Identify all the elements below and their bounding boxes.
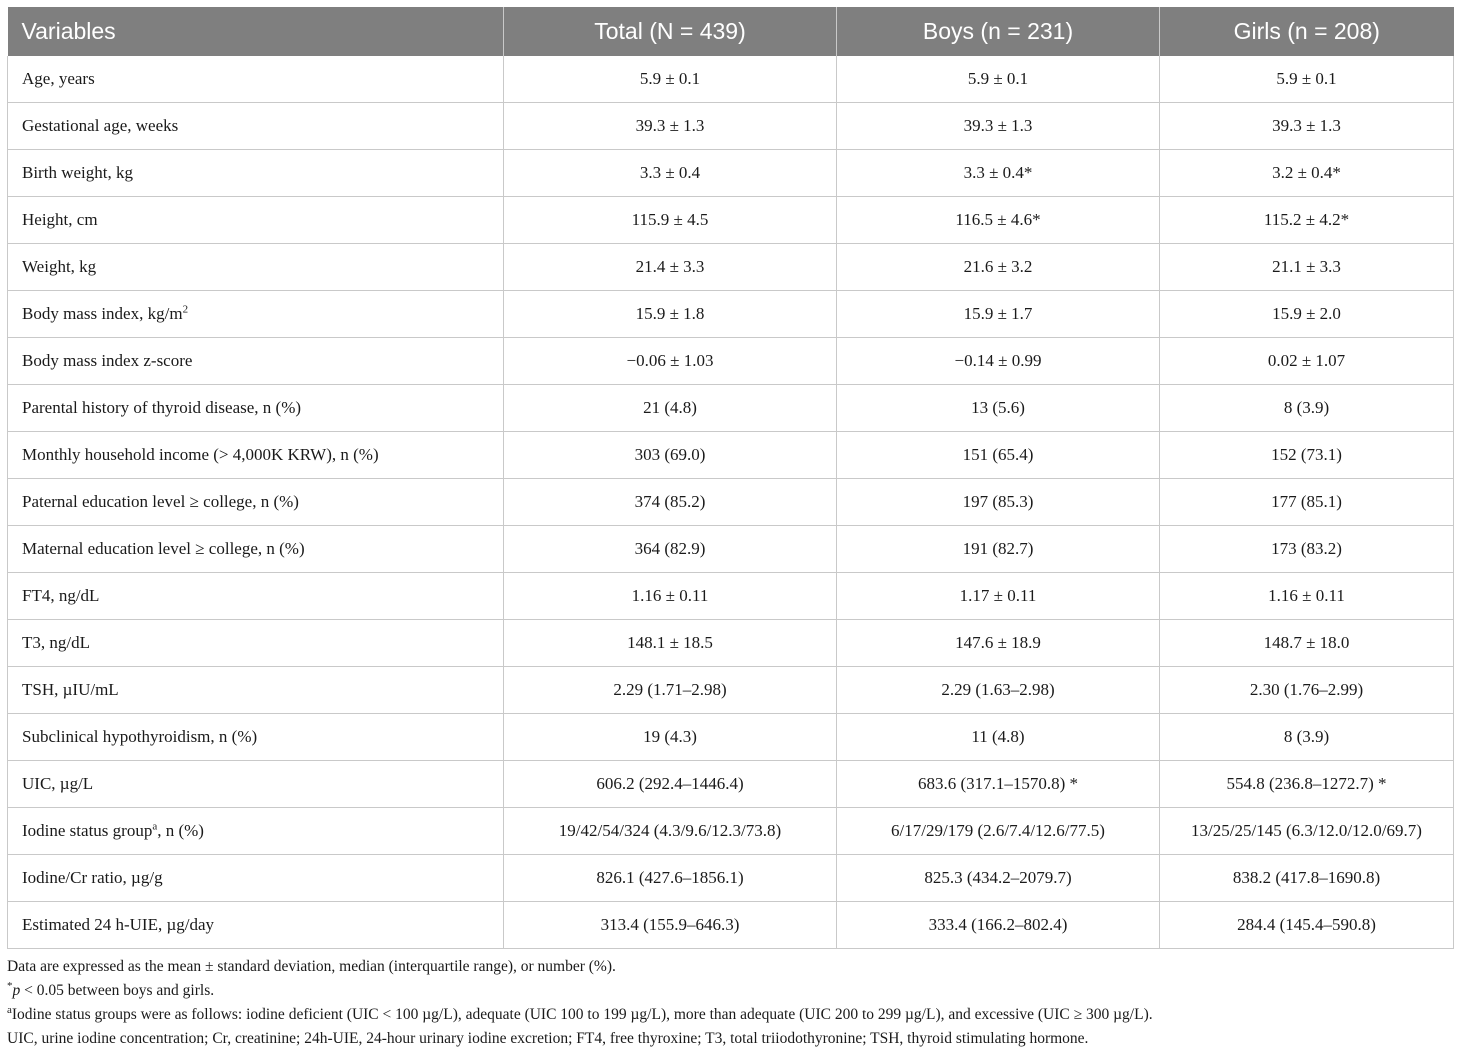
cell-total: 2.29 (1.71–2.98) [504, 667, 837, 714]
cell-girls: 177 (85.1) [1160, 479, 1454, 526]
variable-label: Maternal education level ≥ college, n (%) [22, 539, 305, 558]
table-row [8, 244, 1454, 291]
variable-label: Age, years [22, 69, 95, 88]
table-row [8, 150, 1454, 197]
table-header [8, 7, 1454, 56]
cell-variable [8, 103, 504, 150]
table-row [8, 385, 1454, 432]
header-total: Total (N = 439) [504, 7, 837, 56]
variable-label: UIC, µg/L [22, 774, 94, 793]
footnote-mark-asterisk: * [7, 979, 13, 992]
cell-total: 148.1 ± 18.5 [504, 620, 837, 667]
characteristics-table [7, 7, 1454, 949]
variable-label: Parental history of thyroid disease, n (%) [22, 398, 302, 417]
cell-variable [8, 197, 504, 244]
variable-label: Iodine status group [22, 821, 153, 840]
cell-boys: 15.9 ± 1.7 [837, 291, 1160, 338]
footnote-significance-text: < 0.05 between boys and girls. [20, 982, 215, 999]
footnote-mark-a: a [7, 1003, 12, 1016]
cell-variable [8, 902, 504, 949]
table-row [8, 855, 1454, 902]
footnote-iodine-groups [7, 1003, 1453, 1027]
cell-boys: 39.3 ± 1.3 [837, 103, 1160, 150]
variable-label: Height, cm [22, 210, 98, 229]
cell-boys: 333.4 (166.2–802.4) [837, 902, 1160, 949]
cell-boys: 151 (65.4) [837, 432, 1160, 479]
variable-label: Body mass index, kg/m [22, 304, 183, 323]
cell-variable [8, 291, 504, 338]
table-row [8, 526, 1454, 573]
cell-variable [8, 244, 504, 291]
cell-boys: −0.14 ± 0.99 [837, 338, 1160, 385]
footnote-significance [7, 979, 1453, 1003]
cell-variable [8, 150, 504, 197]
cell-girls: 13/25/25/145 (6.3/12.0/12.0/69.7) [1160, 808, 1454, 855]
variable-label: Iodine/Cr ratio, µg/g [22, 868, 163, 887]
cell-girls: 284.4 (145.4–590.8) [1160, 902, 1454, 949]
cell-variable [8, 714, 504, 761]
cell-girls: 838.2 (417.8–1690.8) [1160, 855, 1454, 902]
table-row [8, 432, 1454, 479]
cell-variable [8, 385, 504, 432]
cell-boys: 116.5 ± 4.6* [837, 197, 1160, 244]
variable-label: Gestational age, weeks [22, 116, 179, 135]
cell-variable [8, 526, 504, 573]
cell-variable [8, 479, 504, 526]
cell-variable [8, 432, 504, 479]
header-girls: Girls (n = 208) [1160, 7, 1454, 56]
table-row [8, 620, 1454, 667]
cell-total: 115.9 ± 4.5 [504, 197, 837, 244]
table-row [8, 291, 1454, 338]
cell-boys: 21.6 ± 3.2 [837, 244, 1160, 291]
cell-boys: 6/17/29/179 (2.6/7.4/12.6/77.5) [837, 808, 1160, 855]
cell-variable [8, 667, 504, 714]
table-row [8, 56, 1454, 103]
cell-boys: 825.3 (434.2–2079.7) [837, 855, 1160, 902]
cell-girls: 152 (73.1) [1160, 432, 1454, 479]
cell-girls: 115.2 ± 4.2* [1160, 197, 1454, 244]
cell-total: 3.3 ± 0.4 [504, 150, 837, 197]
cell-girls: 8 (3.9) [1160, 385, 1454, 432]
table-row [8, 479, 1454, 526]
cell-boys: 147.6 ± 18.9 [837, 620, 1160, 667]
table-row [8, 573, 1454, 620]
variable-label: T3, ng/dL [22, 633, 90, 652]
cell-total: 19 (4.3) [504, 714, 837, 761]
cell-variable [8, 761, 504, 808]
cell-total: 374 (85.2) [504, 479, 837, 526]
cell-girls: 2.30 (1.76–2.99) [1160, 667, 1454, 714]
cell-boys: 2.29 (1.63–2.98) [837, 667, 1160, 714]
variable-label: Weight, kg [22, 257, 97, 276]
variable-label: TSH, µIU/mL [22, 680, 119, 699]
header-row [8, 7, 1454, 56]
cell-total: 364 (82.9) [504, 526, 837, 573]
variable-label: Body mass index z-score [22, 351, 193, 370]
footnote-p-symbol: p [12, 982, 21, 999]
table-row [8, 103, 1454, 150]
cell-girls: 0.02 ± 1.07 [1160, 338, 1454, 385]
table-footnotes [7, 955, 1453, 1051]
cell-variable [8, 808, 504, 855]
cell-boys: 683.6 (317.1–1570.8) * [837, 761, 1160, 808]
table-row [8, 197, 1454, 244]
cell-total: 606.2 (292.4–1446.4) [504, 761, 837, 808]
cell-total: −0.06 ± 1.03 [504, 338, 837, 385]
cell-variable [8, 855, 504, 902]
table-row [8, 338, 1454, 385]
variable-label: Subclinical hypothyroidism, n (%) [22, 727, 258, 746]
variable-label: Estimated 24 h-UIE, µg/day [22, 915, 215, 934]
cell-girls: 8 (3.9) [1160, 714, 1454, 761]
header-variables: Variables [8, 7, 504, 56]
table-row [8, 667, 1454, 714]
cell-total: 39.3 ± 1.3 [504, 103, 837, 150]
cell-boys: 1.17 ± 0.11 [837, 573, 1160, 620]
cell-girls: 173 (83.2) [1160, 526, 1454, 573]
cell-total: 303 (69.0) [504, 432, 837, 479]
cell-girls: 39.3 ± 1.3 [1160, 103, 1454, 150]
cell-boys: 5.9 ± 0.1 [837, 56, 1160, 103]
cell-girls: 148.7 ± 18.0 [1160, 620, 1454, 667]
cell-girls: 5.9 ± 0.1 [1160, 56, 1454, 103]
cell-boys: 191 (82.7) [837, 526, 1160, 573]
cell-girls: 15.9 ± 2.0 [1160, 291, 1454, 338]
cell-total: 1.16 ± 0.11 [504, 573, 837, 620]
cell-total: 15.9 ± 1.8 [504, 291, 837, 338]
footnote-data-expression: Data are expressed as the mean ± standard deviation, median (interquartile range), or number (%). [7, 958, 616, 975]
footnote-abbreviations: UIC, urine iodine concentration; Cr, creatinine; 24h-UIE, 24-hour urinary iodine excretion; FT4, free thyroxine; T3, total triiodothyronine; TSH, thyroid stimulating hormone. [7, 1030, 1089, 1047]
cell-girls: 1.16 ± 0.11 [1160, 573, 1454, 620]
cell-total: 5.9 ± 0.1 [504, 56, 837, 103]
cell-total: 826.1 (427.6–1856.1) [504, 855, 837, 902]
variable-superscript: 2 [182, 303, 189, 316]
cell-variable [8, 56, 504, 103]
cell-total: 21.4 ± 3.3 [504, 244, 837, 291]
table-row [8, 902, 1454, 949]
cell-boys: 3.3 ± 0.4* [837, 150, 1160, 197]
variable-label: Monthly household income (> 4,000K KRW), n (%) [22, 445, 379, 464]
cell-variable [8, 338, 504, 385]
characteristics-table-container [7, 7, 1453, 1051]
table-body [8, 56, 1454, 949]
table-row [8, 808, 1454, 855]
cell-girls: 554.8 (236.8–1272.7) * [1160, 761, 1454, 808]
table-row [8, 761, 1454, 808]
variable-label: Paternal education level ≥ college, n (%) [22, 492, 299, 511]
cell-total: 313.4 (155.9–646.3) [504, 902, 837, 949]
cell-girls: 21.1 ± 3.3 [1160, 244, 1454, 291]
cell-boys: 197 (85.3) [837, 479, 1160, 526]
cell-variable [8, 620, 504, 667]
cell-variable [8, 573, 504, 620]
cell-boys: 11 (4.8) [837, 714, 1160, 761]
cell-total: 21 (4.8) [504, 385, 837, 432]
variable-label: Birth weight, kg [22, 163, 133, 182]
variable-superscript: a [152, 820, 158, 833]
header-boys: Boys (n = 231) [837, 7, 1160, 56]
cell-boys: 13 (5.6) [837, 385, 1160, 432]
variable-label: FT4, ng/dL [22, 586, 100, 605]
variable-suffix: , n (%) [157, 821, 204, 840]
footnote-iodine-groups-text: Iodine status groups were as follows: iodine deficient (UIC < 100 µg/L), adequate (UIC 100 to 199 µg/L), more than adequate (UIC 200 to 299 µg/L), and excessive (UIC ≥ 300 µg/L). [11, 1006, 1153, 1023]
table-row [8, 714, 1454, 761]
cell-total: 19/42/54/324 (4.3/9.6/12.3/73.8) [504, 808, 837, 855]
cell-girls: 3.2 ± 0.4* [1160, 150, 1454, 197]
